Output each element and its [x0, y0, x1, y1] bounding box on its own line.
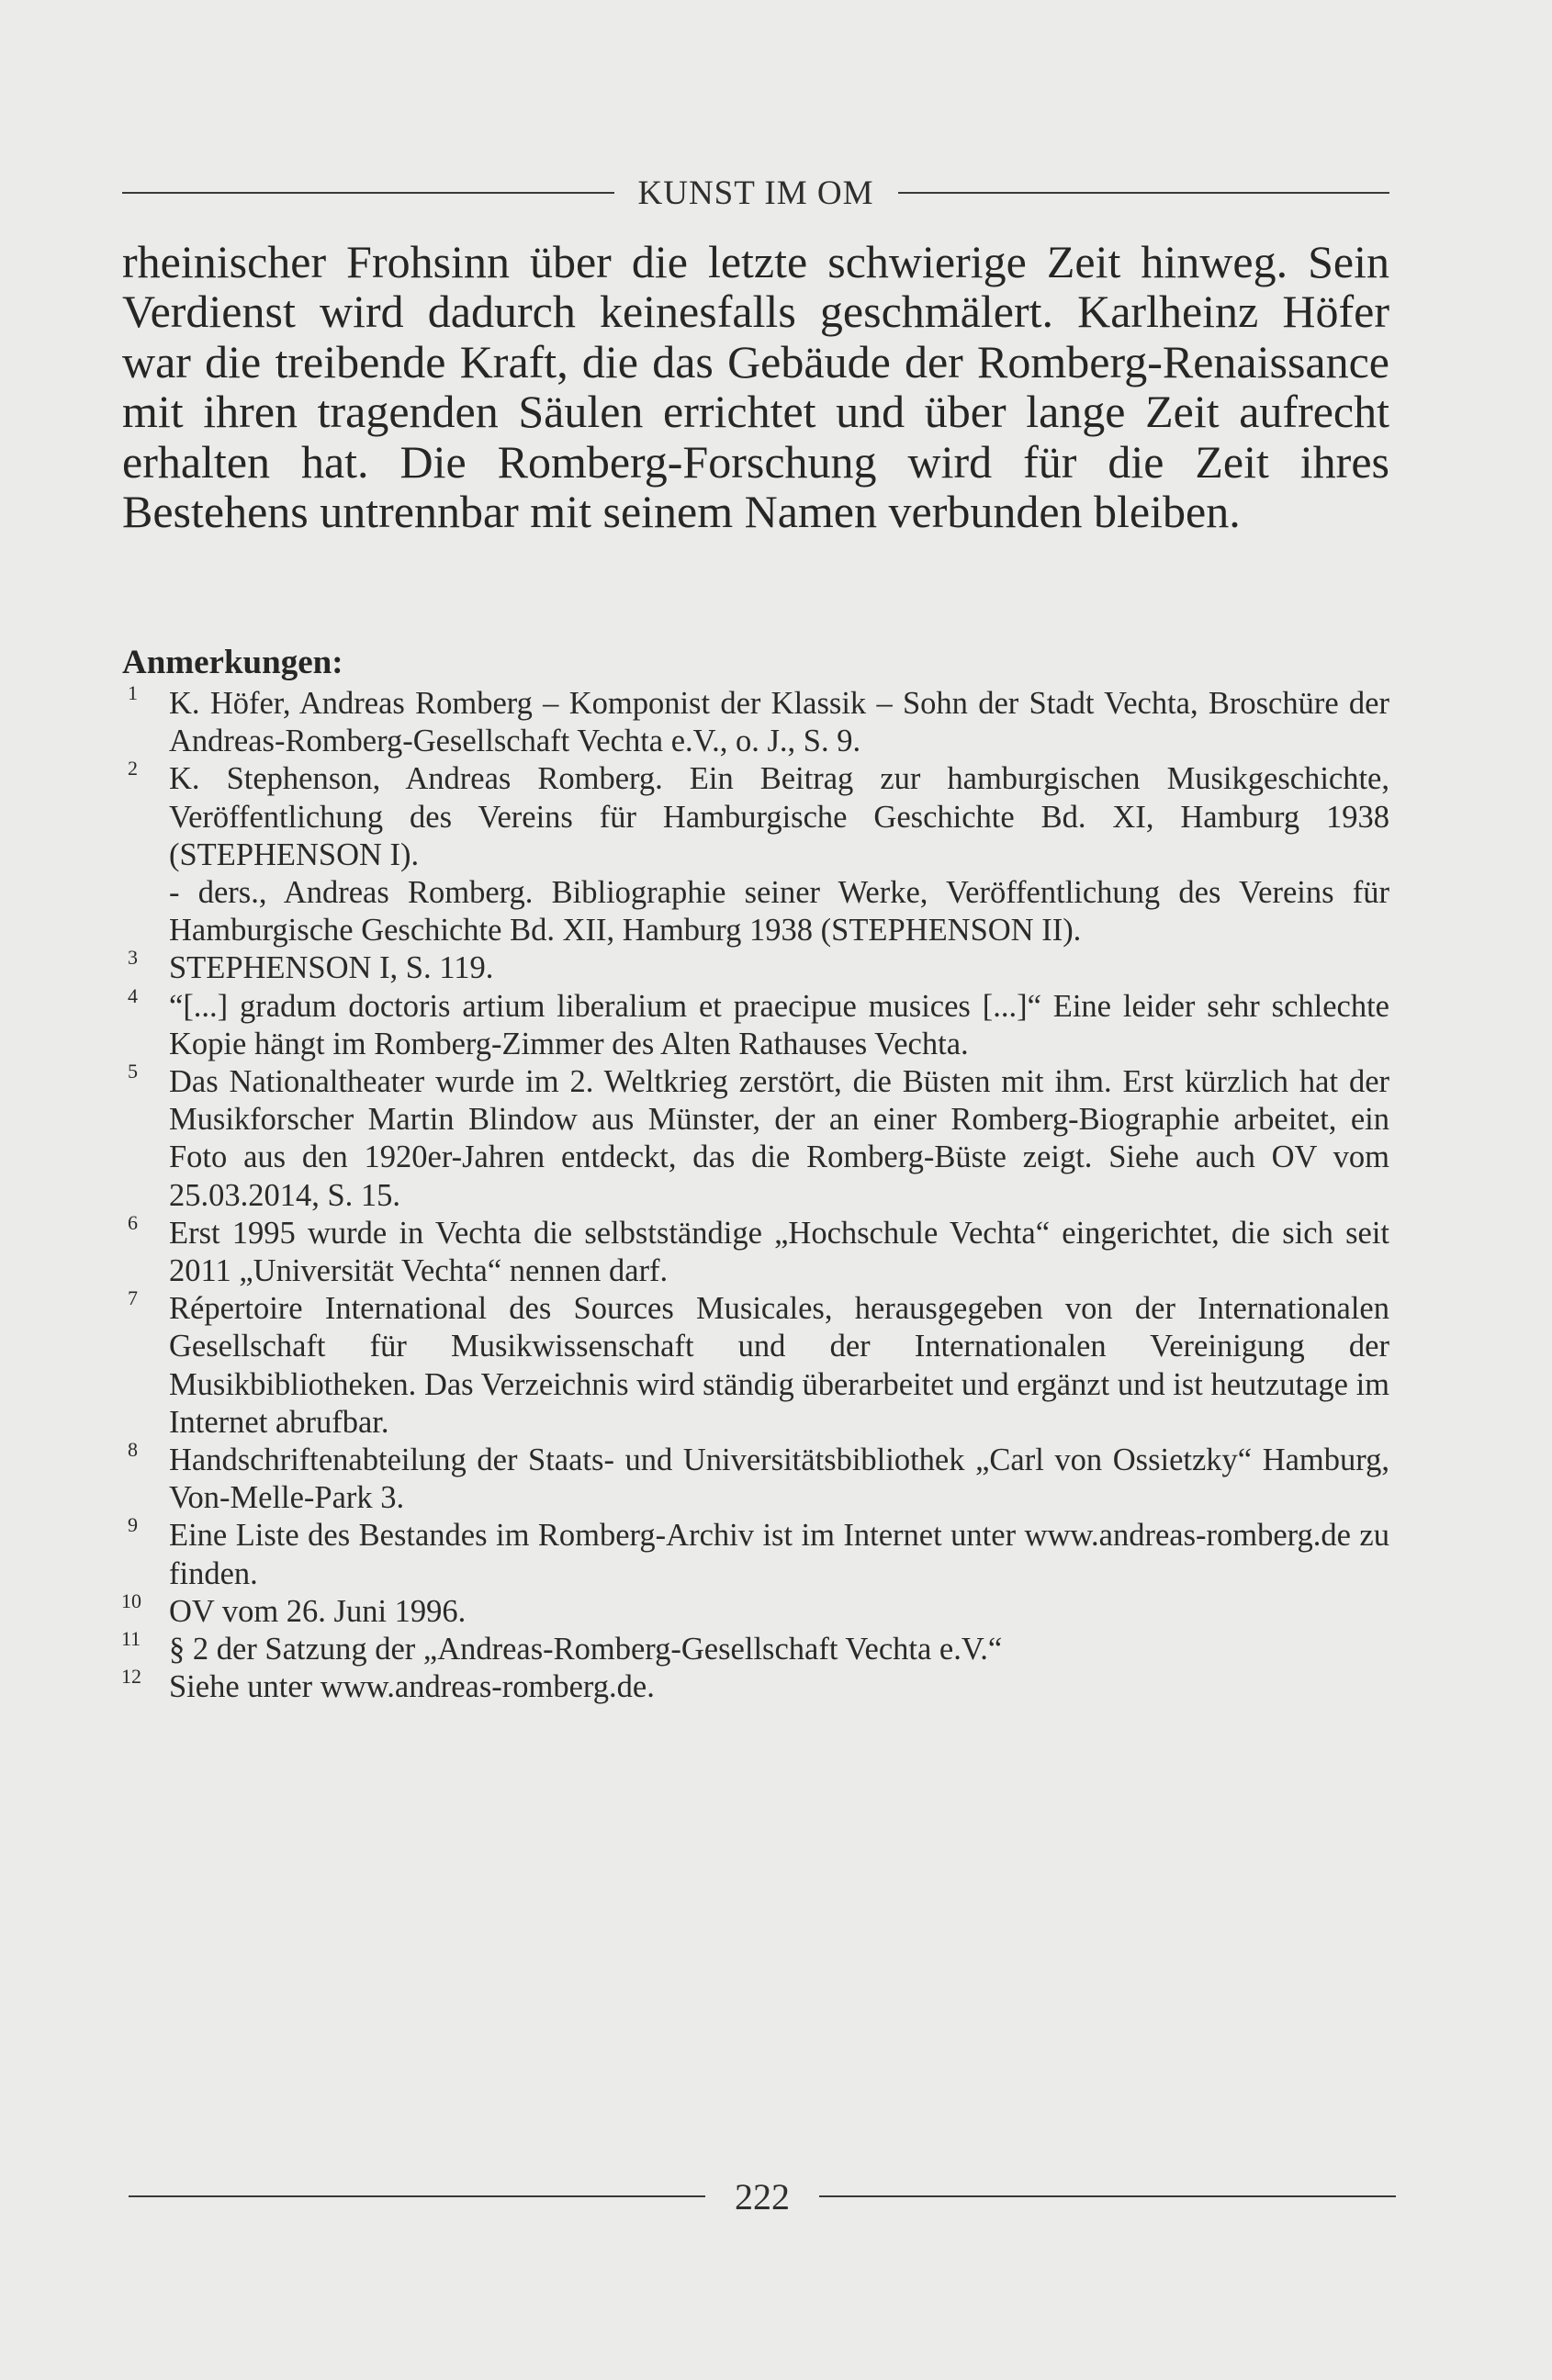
endnote-text: K. Höfer, Andreas Romberg – Komponist der Klassik – Sohn der Stadt Vechta, Broschüre der Andreas-Romberg-Gesellschaft Vechta e.V., o. J., S. 9. — [169, 686, 1389, 759]
page-number: 222 — [735, 2175, 790, 2217]
endnotes — [122, 643, 1389, 1706]
endnote-number: 3 — [128, 946, 138, 970]
endnote-text: “[...] gradum doctoris artium liberalium et praecipue musices [...]“ Eine leider sehr schlechte Kopie hängt im Romberg-Zimmer des Alten Rathauses Vechta. — [169, 988, 1389, 1061]
endnote-text: - ders., Andreas Romberg. Bibliographie seiner Werke, Veröffentlichung des Vereins für Hamburgische Geschichte Bd. XII, Hamburg 1938 (STEPHENSON II). — [169, 875, 1389, 949]
endnote-item — [122, 1513, 1389, 1592]
endnote-item — [122, 757, 1389, 874]
page-footer — [129, 2169, 1396, 2224]
endnote-item — [122, 1210, 1389, 1290]
endnote-text: § 2 der Satzung der „Andreas-Romberg-Gesellschaft Vechta e.V.“ — [169, 1632, 1003, 1667]
endnote-number: 11 — [121, 1627, 141, 1651]
endnote-text: Erst 1995 wurde in Vechta die selbstständige „Hochschule Vechta“ eingerichtet, die sich seit 2011 „Universität Vechta“ nennen darf. — [169, 1215, 1389, 1289]
endnote-item — [121, 1627, 1389, 1668]
endnote-item — [121, 1665, 1389, 1706]
endnote-number: 4 — [128, 983, 138, 1007]
endnote-item — [122, 946, 1389, 987]
header-rule-left — [122, 192, 614, 194]
endnote-number: 2 — [128, 757, 138, 780]
footer-rule-right — [819, 2195, 1396, 2197]
endnote-text: Siehe unter www.andreas-romberg.de. — [169, 1669, 655, 1705]
header-rule-right — [898, 192, 1390, 194]
endnote-number: 6 — [128, 1210, 138, 1234]
endnote-number: 10 — [121, 1589, 141, 1612]
endnote-text: STEPHENSON I, S. 119. — [169, 950, 494, 986]
notes-heading: Anmerkungen: — [122, 644, 343, 681]
running-header — [122, 165, 1389, 220]
endnote-text: Handschriftenabteilung der Staats- und Universitätsbibliothek „Carl von Ossietzky“ Hamburg, Von-Melle-Park 3. — [169, 1443, 1389, 1516]
endnote-number: 8 — [128, 1438, 138, 1462]
endnote-number: 1 — [128, 681, 138, 704]
footer-rule-left — [129, 2195, 705, 2197]
endnote-text: K. Stephenson, Andreas Romberg. Ein Beitrag zur hamburgischen Musikgeschichte, Veröffentlichung des Vereins für Hamburgische Geschichte Bd. XI, Hamburg 1938 (STEPHENSON I). — [169, 761, 1389, 872]
endnote-item — [121, 1589, 1389, 1631]
endnote-text: OV vom 26. Juni 1996. — [169, 1593, 467, 1629]
endnote-item — [122, 681, 1389, 760]
endnote-number: 9 — [128, 1513, 138, 1537]
endnote-item — [122, 1060, 1389, 1215]
endnote-number: 12 — [121, 1665, 141, 1689]
body-paragraph: rheinischer Frohsinn über die letzte schwierige Zeit hinweg. Sein Verdienst wird dadurch keinesfalls geschmälert. Karlheinz Höfer war die treibende Kraft, die das Gebäude der Romberg-Renaissance mit ihren tragenden Säulen errichtet und über lange Zeit aufrecht erhalten hat. Die Romberg-Forschung wird für die Zeit ihres Bestehens untrennbar mit seinem Namen verbunden bleiben. — [122, 236, 1389, 538]
running-title: KUNST IM OM — [637, 174, 874, 212]
endnote-number: 7 — [128, 1286, 138, 1310]
endnote-item — [122, 874, 1389, 949]
endnote-item — [122, 1438, 1389, 1517]
endnote-item — [122, 1286, 1389, 1442]
endnote-text: Eine Liste des Bestandes im Romberg-Archiv ist im Internet unter www.andreas-romberg.de zu finden. — [169, 1518, 1389, 1591]
body-text — [122, 237, 1389, 536]
endnote-item — [122, 983, 1389, 1063]
endnote-text: Das Nationaltheater wurde im 2. Weltkrieg zerstört, die Büsten mit ihm. Erst kürzlich hat der Musikforscher Martin Blindow aus Münster, der an einer Romberg-Biographie arbeitet, ein Foto aus den 1920er-Jahren entdeckt, das die Romberg-Büste zeigt. Siehe auch OV vom 25.03.2014, S. 15. — [169, 1064, 1389, 1213]
endnote-text: Répertoire International des Sources Musicales, herausgegeben von der Internationalen Gesellschaft für Musikwissenschaft und der Internationalen Vereinigung der Musikbibliotheken. Das Verzeichnis wird ständig überarbeitet und ergänzt und ist heutzutage im Internet abrufbar. — [169, 1291, 1389, 1440]
endnote-number: 5 — [128, 1060, 138, 1083]
